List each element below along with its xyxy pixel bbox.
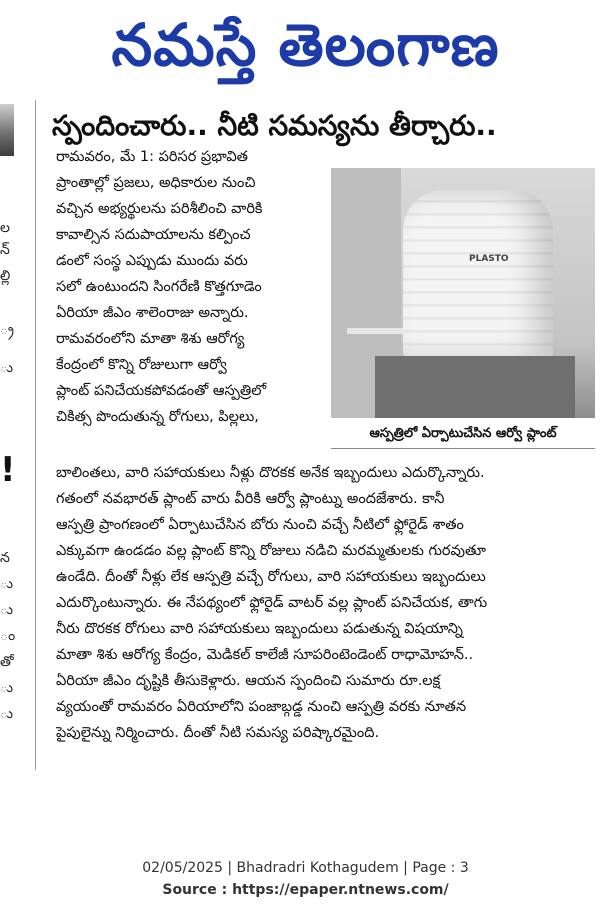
- article-headline: స్పందించారు.. నీటి సమస్యను తీర్చారు..: [52, 109, 497, 142]
- article-line: బాలింతలు, వారి సహాయకులు నీళ్లు దొరకక అనేక ఇబ్బందులు ఎదుర్కొన్నారు.: [56, 465, 485, 481]
- article-line: డంలో సంస్థ ఎప్పుడు ముందు వరు: [56, 253, 248, 269]
- article-line: ఎదుర్కొంటున్నారు. ఈ నేపథ్యంలో ఫ్లోరైడ్ వాటర్ వల్ల ప్లాంట్ పనిచేయక, తాగు: [56, 595, 488, 611]
- article-line: రామవరంలోని మాతా శిశు ఆరోగ్య: [56, 331, 245, 347]
- article-line: సలో ఉంటుందని సింగరేణి కొత్తగూడెం: [56, 279, 262, 295]
- fragment-text: ు: [0, 360, 13, 376]
- fragment-text: ు: [0, 680, 13, 696]
- footer-edition-info: 02/05/2025 | Bhadradri Kothagudem | Page : 3: [142, 860, 469, 876]
- adjacent-photo-thumbnail: [0, 104, 14, 156]
- water-tank-image: [403, 190, 553, 360]
- article-line: ఏరియా జీఎం శాలెంరాజు అన్నారు.: [56, 305, 249, 321]
- fragment-exclamation: !: [0, 450, 16, 490]
- photo-caption: ఆస్పత్రిలో ఏర్పాటుచేసిన ఆర్వో ప్లాంట్: [331, 420, 595, 449]
- article-body-wide: [56, 460, 596, 746]
- newspaper-masthead: నమస్తే తెలంగాణ: [111, 11, 500, 79]
- article-line: వచ్చిన అభ్యర్థులను పరిశీలించి వారికి: [56, 201, 263, 217]
- fragment-text: ్ర: [0, 322, 14, 338]
- column-divider: [35, 100, 36, 770]
- article-line: ఎక్కువగా ఉండడం వల్ల ప్లాంట్ కొన్ని రోజులు నడిచి మరమ్మతులకు గురవుతూ: [56, 543, 486, 559]
- article-line: ఉండేది. దీంతో నీళ్లు లేక ఆస్పత్రి వచ్చే రోగులు, వారి సహాయకులు ఇబ్బందులు: [56, 569, 486, 585]
- article-line: మాతా శిశు ఆరోగ్య కేంద్రం, మెడికల్ కాలేజీ సూపరింటెండెంట్ రాధామోహన్..: [56, 647, 474, 663]
- article-line: పైపులైన్ను నిర్మించారు. దీంతో నీటి సమస్య పరిష్కారమైంది.: [56, 725, 380, 741]
- fragment-text: న: [0, 550, 10, 566]
- tank-brand-label: PLASTO: [469, 254, 509, 264]
- fragment-text: తో: [0, 654, 14, 670]
- article-line: గతంలో నవభారత్ ప్లాంట్ వారు వీరికి ఆర్వో ప్లాంట్ను అందజేశారు. కానీ: [56, 491, 445, 507]
- fragment-text: ల: [0, 220, 10, 236]
- article-line: కేంద్రంలో కొన్ని రోజులుగా ఆర్వో: [56, 357, 227, 373]
- fragment-text: ు: [0, 706, 13, 722]
- article-line: చికిత్స పొందుతున్న రోగులు, పిల్లలు,: [56, 409, 259, 425]
- fragment-text: న్: [0, 242, 10, 258]
- fragment-text: ం: [0, 628, 16, 644]
- article-body-narrow: [56, 144, 324, 430]
- article-line: ప్రాంతాల్లో ప్రజలు, అధికారుల నుంచి: [56, 175, 256, 191]
- article-line: ప్లాంట్ పనిచేయకపోవడంతో ఆస్పత్రిలో: [56, 383, 267, 399]
- article-line: ఏరియా జీఎం దృష్టికి తీసుకెళ్లారు. ఆయన స్పందించి సుమారు రూ.లక్ష: [56, 673, 441, 689]
- article-line: రామవరం, మే 1: పరిసర ప్రభావిత: [56, 149, 248, 165]
- footer-source: Source : https://epaper.ntnews.com/: [162, 882, 449, 898]
- article-line: నీరు దొరకక రోగులు వారి సహాయకులు ఇబ్బందులు పడుతున్న విషయాన్ని: [56, 621, 463, 637]
- fragment-text: ు: [0, 602, 13, 618]
- photo-concrete-base: [375, 356, 575, 418]
- article-line: కావాల్సిన సదుపాయాలను కల్పించ: [56, 227, 251, 243]
- article-photo: [331, 168, 595, 418]
- article-line: వ్యయంతో రామవరం ఏరియాలోని పంజాబ్గడ్డ నుంచి ఆస్పత్రి వరకు నూతన: [56, 699, 467, 715]
- article-line: ఆస్పత్రి ప్రాంగణంలో ఏర్పాటుచేసిన బోరు నుంచి వచ్చే నీటిలో ఫ్లోరైడ్ శాతం: [56, 517, 464, 533]
- fragment-text: ు: [0, 576, 13, 592]
- fragment-text: ల్లి: [0, 268, 11, 284]
- adjacent-column-fragment: [0, 98, 22, 768]
